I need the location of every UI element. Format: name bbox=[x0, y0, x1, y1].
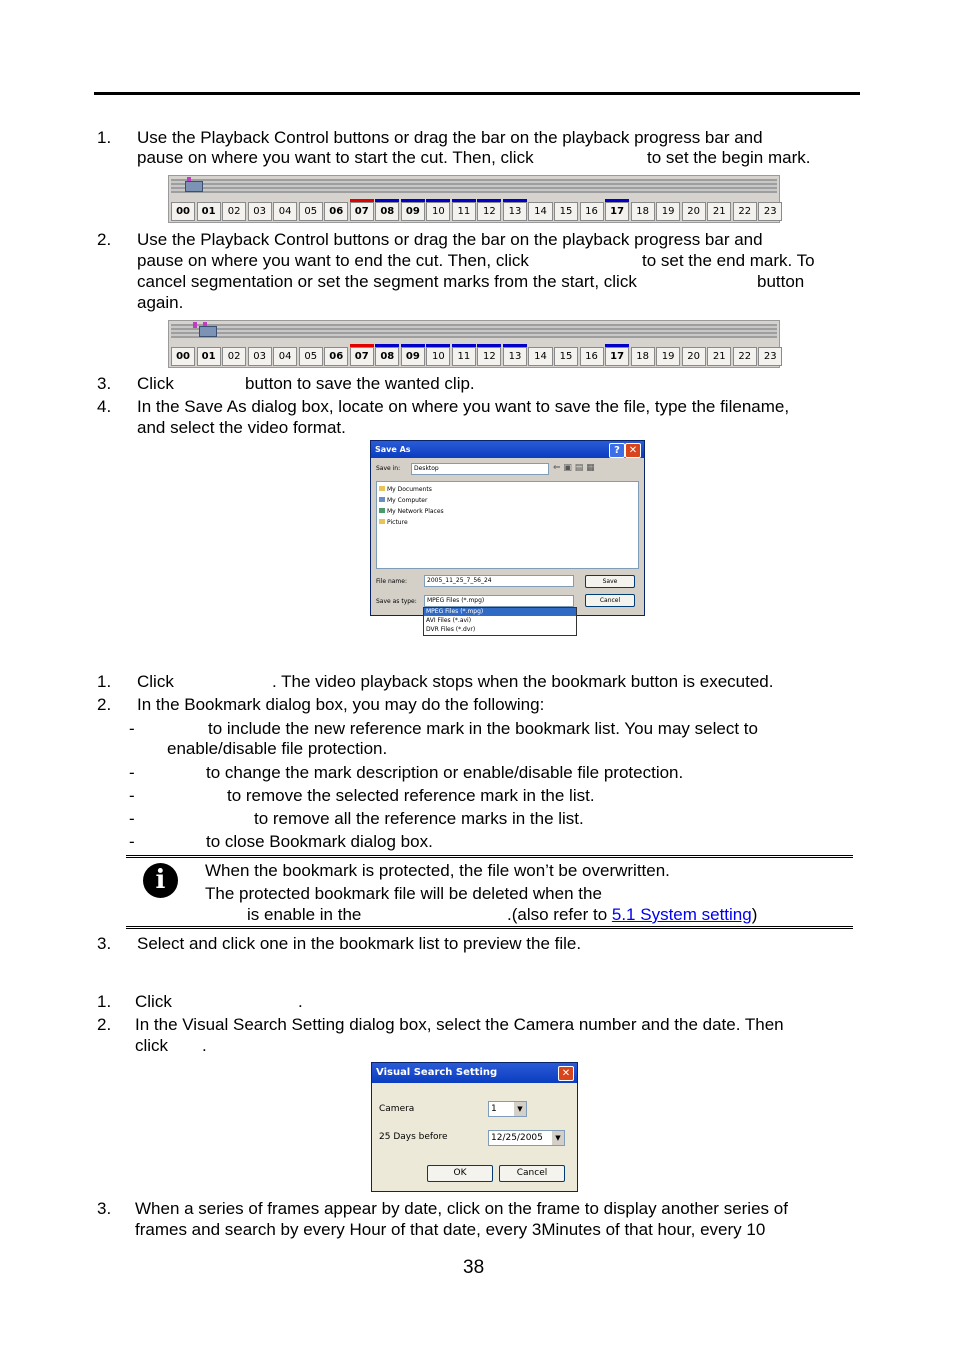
hour-button-05[interactable] bbox=[299, 202, 323, 221]
step-text: frames and search by every Hour of that date, every 3Minutes of that hour, every 10 bbox=[135, 1220, 766, 1239]
hour-label: 03 bbox=[253, 351, 266, 362]
note-text-ref bbox=[507, 904, 757, 925]
hour-button-21[interactable] bbox=[707, 347, 731, 366]
record-indicator bbox=[426, 199, 450, 202]
step-text: Click bbox=[135, 992, 172, 1011]
step-text: . The video playback stops when the bookmark button is executed. bbox=[272, 672, 774, 691]
ok-button[interactable]: OK bbox=[427, 1165, 493, 1182]
hour-button-04[interactable] bbox=[273, 347, 297, 366]
computer-icon bbox=[379, 497, 385, 502]
step-text: click bbox=[135, 1036, 169, 1055]
step-text: In the Visual Search Setting dialog box, select the Camera number and the date. Then bbox=[135, 1015, 784, 1034]
hour-button-19[interactable] bbox=[656, 202, 680, 221]
hour-button-00[interactable] bbox=[171, 202, 195, 221]
step-text: button bbox=[757, 272, 805, 291]
dialog-title: Visual Search Setting bbox=[372, 1063, 577, 1083]
hour-label: 15 bbox=[559, 206, 573, 217]
hour-button-08[interactable] bbox=[375, 202, 399, 221]
hour-button-11[interactable] bbox=[452, 347, 476, 366]
step-text: and select the video format. bbox=[137, 418, 346, 437]
info-icon: i bbox=[143, 863, 178, 898]
playback-timeline-end[interactable] bbox=[168, 320, 780, 368]
hour-label: 14 bbox=[534, 351, 547, 362]
file-name-label: File name: bbox=[376, 578, 407, 585]
hour-label: 20 bbox=[687, 206, 701, 217]
hour-label: 04 bbox=[278, 351, 292, 362]
note-text: ) bbox=[751, 905, 758, 924]
hour-label: 16 bbox=[585, 206, 598, 217]
help-button[interactable]: ? bbox=[609, 443, 625, 458]
hour-button-13[interactable] bbox=[503, 202, 527, 221]
bullet-dash: - bbox=[129, 719, 135, 738]
page-number: 38 bbox=[463, 1257, 485, 1278]
hour-button-10[interactable] bbox=[426, 202, 450, 221]
hour-button-15[interactable] bbox=[554, 202, 578, 221]
camera-value: 1 bbox=[491, 1104, 497, 1114]
note-rule-bottom bbox=[126, 926, 853, 927]
dropdown-option[interactable]: AVI Files (*.avi) bbox=[426, 617, 472, 624]
hour-button-12[interactable] bbox=[477, 347, 501, 366]
step-text: When a series of frames appear by date, click on the frame to display another series of bbox=[135, 1199, 788, 1218]
step-text: Use the Playback Control buttons or drag the bar on the playback progress bar and bbox=[137, 128, 763, 147]
hour-button-09[interactable] bbox=[401, 202, 425, 221]
step-text: pause on where you want to end the cut. Then, click bbox=[137, 251, 529, 270]
step-text: Click bbox=[137, 672, 174, 691]
hour-button-03[interactable] bbox=[248, 347, 272, 366]
list-number: 3. bbox=[97, 1199, 112, 1218]
hour-label: 09 bbox=[405, 206, 420, 217]
progress-bar[interactable] bbox=[171, 324, 777, 338]
bullet-dash: - bbox=[129, 809, 135, 828]
cancel-button[interactable]: Cancel bbox=[585, 594, 635, 607]
bullet-dash: - bbox=[129, 763, 135, 782]
close-button[interactable]: ✕ bbox=[558, 1066, 574, 1081]
bullet-text: to close Bookmark dialog box. bbox=[206, 832, 433, 851]
hour-button-07[interactable] bbox=[350, 347, 374, 366]
step-text: Use the Playback Control buttons or drag the bar on the playback progress bar and bbox=[137, 230, 763, 249]
hour-button-01[interactable] bbox=[197, 202, 221, 221]
hour-label: 02 bbox=[227, 351, 241, 362]
hour-button-16[interactable] bbox=[580, 202, 604, 221]
hour-button-14[interactable] bbox=[528, 347, 552, 366]
visual-search-dialog bbox=[371, 1062, 578, 1192]
hour-button-13[interactable] bbox=[503, 347, 527, 366]
progress-bar[interactable] bbox=[171, 179, 777, 193]
hour-label: 08 bbox=[380, 206, 395, 217]
list-number: 1. bbox=[97, 992, 112, 1011]
hour-label: 07 bbox=[354, 206, 369, 217]
hour-label: 18 bbox=[636, 206, 649, 217]
hour-button-01[interactable] bbox=[197, 347, 221, 366]
hour-label: 05 bbox=[304, 351, 318, 362]
list-number: 1. bbox=[97, 128, 112, 147]
hour-label: 21 bbox=[712, 351, 726, 362]
record-indicator bbox=[401, 199, 425, 202]
progress-thumb[interactable] bbox=[199, 326, 217, 337]
hour-button-12[interactable] bbox=[477, 202, 501, 221]
hour-label: 16 bbox=[585, 351, 598, 362]
hour-label: 06 bbox=[329, 206, 344, 217]
hour-button-18[interactable] bbox=[631, 202, 655, 221]
note-rule-top bbox=[126, 857, 853, 858]
list-number: 4. bbox=[97, 397, 112, 416]
step-text: to set the begin mark. bbox=[647, 148, 811, 167]
record-indicator bbox=[452, 344, 476, 347]
record-indicator bbox=[477, 344, 501, 347]
record-indicator bbox=[503, 344, 527, 347]
hour-label: 00 bbox=[176, 206, 190, 217]
date-picker[interactable] bbox=[488, 1130, 565, 1146]
bullet-text: enable/disable file protection. bbox=[167, 739, 388, 758]
playback-timeline-begin[interactable] bbox=[168, 175, 780, 223]
dialog-title: Save As bbox=[371, 441, 644, 458]
hour-label: 13 bbox=[508, 351, 522, 362]
record-indicator bbox=[350, 344, 374, 347]
hour-label: 10 bbox=[431, 206, 445, 217]
note-text: The protected bookmark file will be deleted when the bbox=[205, 884, 602, 903]
record-indicator bbox=[605, 199, 629, 202]
progress-thumb[interactable] bbox=[185, 181, 203, 192]
hour-button-10[interactable] bbox=[426, 347, 450, 366]
hour-button-07[interactable] bbox=[350, 202, 374, 221]
save-button[interactable]: Save bbox=[585, 575, 635, 588]
hour-button-03[interactable] bbox=[248, 202, 272, 221]
step-text: again. bbox=[137, 293, 184, 312]
hour-button-06[interactable] bbox=[324, 347, 348, 366]
step-text: . bbox=[202, 1036, 207, 1055]
record-indicator bbox=[503, 199, 527, 202]
hour-label: 08 bbox=[380, 351, 395, 362]
list-number: 2. bbox=[97, 1015, 112, 1034]
cancel-button[interactable]: Cancel bbox=[499, 1165, 565, 1182]
bullet-dash: - bbox=[129, 786, 135, 805]
hour-button-06[interactable] bbox=[324, 202, 348, 221]
list-number: 2. bbox=[97, 695, 112, 714]
camera-select[interactable] bbox=[488, 1101, 527, 1117]
record-indicator bbox=[375, 344, 399, 347]
hour-buttons bbox=[171, 347, 782, 366]
segment-mark bbox=[193, 322, 197, 328]
save-in-value: Desktop bbox=[414, 465, 439, 472]
list-number: 1. bbox=[97, 672, 112, 691]
header-rule bbox=[94, 92, 860, 95]
hour-label: 02 bbox=[227, 206, 241, 217]
hour-label: 21 bbox=[712, 206, 726, 217]
hour-button-22[interactable] bbox=[733, 347, 757, 366]
record-indicator bbox=[350, 199, 374, 202]
record-indicator bbox=[426, 344, 450, 347]
save-in-label: Save in: bbox=[376, 465, 401, 472]
hour-button-09[interactable] bbox=[401, 347, 425, 366]
dropdown-option[interactable]: MPEG Files (*.mpg) bbox=[424, 608, 576, 616]
file-name-input[interactable] bbox=[424, 575, 574, 587]
record-indicator bbox=[375, 199, 399, 202]
hour-label: 23 bbox=[763, 351, 777, 362]
hour-label: 19 bbox=[661, 351, 675, 362]
record-indicator bbox=[401, 344, 425, 347]
hour-label: 05 bbox=[304, 206, 318, 217]
hour-button-19[interactable] bbox=[656, 347, 680, 366]
hour-button-22[interactable] bbox=[733, 202, 757, 221]
note-rule-bottom bbox=[126, 928, 853, 929]
hour-label: 07 bbox=[354, 351, 369, 362]
hour-button-00[interactable] bbox=[171, 347, 195, 366]
step-text: In the Bookmark dialog box, you may do the following: bbox=[137, 695, 545, 714]
network-icon bbox=[379, 508, 385, 513]
hour-label: 04 bbox=[278, 206, 292, 217]
file-list[interactable] bbox=[376, 481, 639, 569]
hour-label: 12 bbox=[483, 351, 496, 362]
note-text: is enable in the bbox=[247, 905, 362, 924]
hour-label: 12 bbox=[483, 206, 496, 217]
days-before-label: 25 Days before bbox=[379, 1132, 448, 1142]
hour-label: 17 bbox=[610, 206, 625, 217]
list-number: 3. bbox=[97, 374, 112, 393]
hour-button-08[interactable] bbox=[375, 347, 399, 366]
hour-button-17[interactable] bbox=[605, 202, 629, 221]
step-text: pause on where you want to start the cut. Then, click bbox=[137, 148, 534, 167]
hour-button-16[interactable] bbox=[580, 347, 604, 366]
hour-button-11[interactable] bbox=[452, 202, 476, 221]
save-in-select[interactable] bbox=[411, 463, 549, 475]
hour-button-14[interactable] bbox=[528, 202, 552, 221]
hour-label: 22 bbox=[738, 206, 752, 217]
folder-icon bbox=[379, 486, 385, 491]
step-text: In the Save As dialog box, locate on where you want to save the file, type the filename, bbox=[137, 397, 790, 416]
close-button[interactable]: ✕ bbox=[625, 443, 641, 458]
step-text: Click bbox=[137, 374, 174, 393]
hour-button-04[interactable] bbox=[273, 202, 297, 221]
record-indicator bbox=[605, 344, 629, 347]
bullet-dash: - bbox=[129, 832, 135, 851]
step-text: Select and click one in the bookmark list to preview the file. bbox=[137, 934, 582, 953]
hour-button-20[interactable] bbox=[682, 202, 706, 221]
folder-icon bbox=[379, 519, 385, 524]
list-number: 2. bbox=[97, 230, 112, 249]
list-number: 3. bbox=[97, 934, 112, 953]
type-dropdown-list[interactable] bbox=[423, 607, 577, 636]
hour-label: 11 bbox=[457, 206, 471, 217]
note-rule-top bbox=[126, 855, 853, 856]
bullet-text: to remove the selected reference mark in the list. bbox=[227, 786, 595, 805]
system-setting-link[interactable]: 5.1 System setting bbox=[611, 905, 752, 924]
hour-label: 22 bbox=[738, 351, 752, 362]
hour-button-20[interactable] bbox=[682, 347, 706, 366]
step-text: cancel segmentation or set the segment marks from the start, click bbox=[137, 272, 637, 291]
toolbar-icons[interactable]: ⇐ ▣ ▤ ▦ bbox=[553, 463, 595, 473]
hour-button-17[interactable] bbox=[605, 347, 629, 366]
hour-label: 09 bbox=[405, 351, 420, 362]
date-value: 12/25/2005 bbox=[491, 1133, 543, 1143]
list-item[interactable]: My Network Places bbox=[387, 508, 444, 515]
step-text: . bbox=[298, 992, 303, 1011]
camera-label: Camera bbox=[379, 1104, 415, 1114]
list-item[interactable]: Picture bbox=[387, 519, 408, 526]
hour-label: 01 bbox=[201, 351, 216, 362]
note-text: When the bookmark is protected, the file won’t be overwritten. bbox=[205, 861, 670, 880]
hour-label: 20 bbox=[687, 351, 701, 362]
hour-label: 10 bbox=[431, 351, 445, 362]
hour-label: 23 bbox=[763, 206, 777, 217]
hour-label: 03 bbox=[253, 206, 266, 217]
hour-label: 11 bbox=[457, 351, 471, 362]
note-text: .(also refer to bbox=[507, 905, 612, 924]
hour-button-02[interactable] bbox=[222, 202, 246, 221]
file-name-value: 2005_11_25_7_56_24 bbox=[427, 577, 492, 584]
list-item[interactable]: My Computer bbox=[387, 497, 428, 504]
hour-label: 17 bbox=[610, 351, 625, 362]
hour-label: 00 bbox=[176, 351, 190, 362]
bullet-text: to include the new reference mark in the bookmark list. You may select to bbox=[208, 719, 758, 738]
hour-label: 18 bbox=[636, 351, 649, 362]
bullet-text: to change the mark description or enable/disable file protection. bbox=[206, 763, 684, 782]
save-as-type-value: MPEG Files (*.mpg) bbox=[427, 597, 485, 604]
hour-button-23[interactable] bbox=[758, 202, 782, 221]
record-indicator bbox=[477, 199, 501, 202]
list-item[interactable]: My Documents bbox=[387, 486, 432, 493]
hour-label: 15 bbox=[559, 351, 573, 362]
chevron-down-icon: ▼ bbox=[552, 1131, 564, 1145]
hour-label: 06 bbox=[329, 351, 344, 362]
save-as-type-label: Save as type: bbox=[376, 598, 417, 605]
chevron-down-icon: ▼ bbox=[514, 1102, 526, 1116]
step-text: to set the end mark. To bbox=[642, 251, 815, 270]
hour-label: 13 bbox=[508, 206, 522, 217]
save-as-type-select[interactable] bbox=[424, 595, 574, 607]
hour-button-05[interactable] bbox=[299, 347, 323, 366]
hour-button-18[interactable] bbox=[631, 347, 655, 366]
dropdown-option[interactable]: DVR Files (*.dvr) bbox=[426, 626, 476, 633]
hour-label: 14 bbox=[534, 206, 547, 217]
hour-button-21[interactable] bbox=[707, 202, 731, 221]
hour-label: 19 bbox=[661, 206, 675, 217]
hour-button-15[interactable] bbox=[554, 347, 578, 366]
save-as-dialog bbox=[370, 440, 645, 616]
record-indicator bbox=[452, 199, 476, 202]
bullet-text: to remove all the reference marks in the list. bbox=[254, 809, 584, 828]
step-text: button to save the wanted clip. bbox=[245, 374, 475, 393]
hour-button-23[interactable] bbox=[758, 347, 782, 366]
hour-label: 01 bbox=[201, 206, 216, 217]
hour-button-02[interactable] bbox=[222, 347, 246, 366]
hour-buttons bbox=[171, 202, 782, 221]
